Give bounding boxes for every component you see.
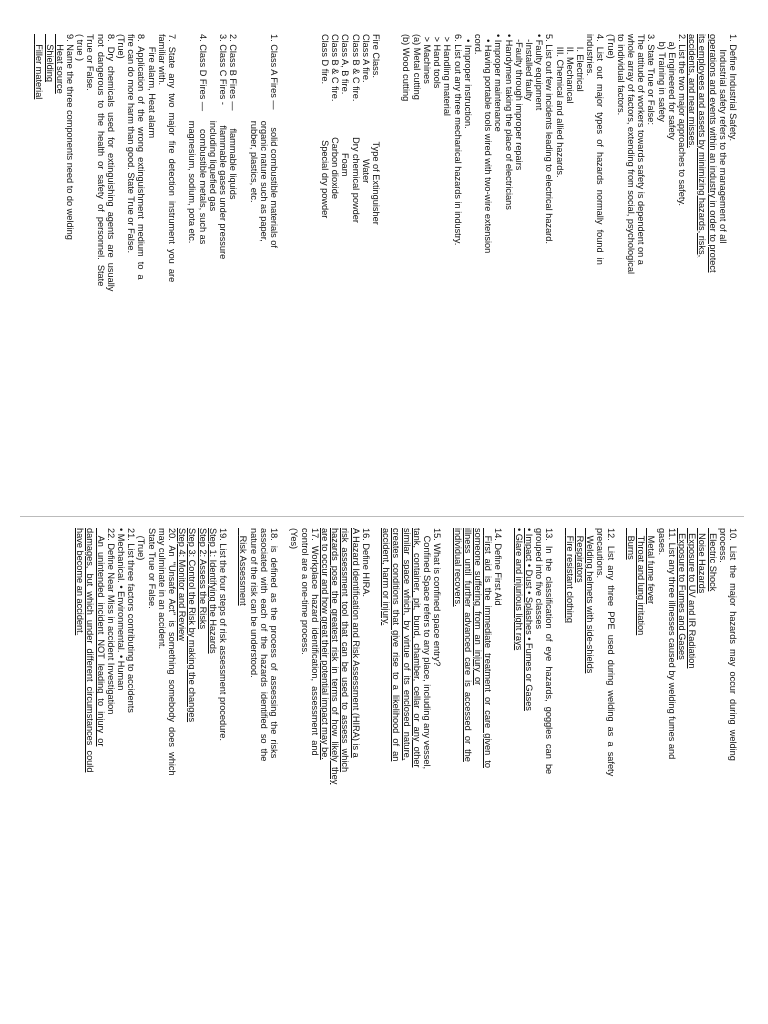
text-line: The attitude of workers towards safety is dependent on a bbox=[636, 34, 647, 265]
text-line: 5. List out few incidents leading to electrical hazard. bbox=[544, 34, 555, 244]
text-line: Fire resistant clothing bbox=[564, 528, 575, 623]
text-line: (a) Metal cutting bbox=[411, 34, 422, 100]
text-line: 10. List the major hazards may occur during welding bbox=[728, 528, 738, 761]
text-line bbox=[279, 528, 289, 1000]
text-line: illness until further advanced care is accessed or the bbox=[462, 528, 473, 762]
text-line: 2. List the two major approaches to safety. bbox=[676, 34, 687, 206]
text-line: Filler material bbox=[34, 34, 45, 100]
text-line: A Hazard Identification and Risk Assessment (HIRA) is a bbox=[350, 528, 361, 758]
text-line: 13. In the classification of eye hazards, goggles can be bbox=[544, 528, 555, 775]
text-line: are to occur and how great their potential impact may be. bbox=[319, 528, 330, 760]
text-line: grouped into five classes bbox=[534, 528, 545, 630]
text-line: including liquefied gas bbox=[207, 34, 218, 212]
text-line: Step 4: Monitor and Review bbox=[177, 528, 188, 641]
text-line: damages, but which under different circumstances could bbox=[85, 528, 96, 773]
text-line: (True) bbox=[136, 528, 147, 561]
text-line: (True) bbox=[605, 34, 616, 59]
text-line: b) Training in safety bbox=[656, 34, 667, 122]
text-line: Step 3: Control the Risk by making the changes bbox=[187, 528, 198, 723]
text-line: risk assessment tool that can be used to assess which bbox=[340, 528, 351, 773]
text-line bbox=[503, 528, 513, 1000]
text-line: • Improper instruction. bbox=[462, 34, 473, 129]
text-line bbox=[616, 528, 626, 1000]
text-line: whole array of factors, extending from social, psychological bbox=[625, 34, 636, 275]
text-line: similar space which, by virtue of its enclosed nature, bbox=[401, 528, 412, 761]
text-line: An unintended incident NOT leading to injury or bbox=[95, 528, 106, 747]
text-line: a) Engineered for safety bbox=[666, 34, 677, 140]
text-line: 7. State any two major fire detection instrument you are bbox=[166, 34, 177, 283]
text-line: 6. List out any three mechanical hazards in industry. bbox=[452, 34, 463, 246]
text-line: Class B & C fire. Dry chemical powder bbox=[350, 34, 361, 223]
text-line: Class B & C fire. Carbon dioxide bbox=[330, 34, 341, 199]
text-line bbox=[238, 34, 248, 506]
text-line: Industrial safety refers to the management of all bbox=[717, 34, 728, 244]
text-line: organic nature such as paper, bbox=[258, 34, 269, 242]
text-line: 2. Class B Fires — flammable liquids bbox=[228, 34, 239, 200]
text-line: Heat source bbox=[54, 34, 65, 94]
text-line: industries. bbox=[585, 34, 596, 76]
text-line: Shielding bbox=[44, 34, 55, 83]
text-line: 18. is defined as the process of assessing the risks bbox=[268, 528, 279, 759]
text-line bbox=[442, 528, 452, 1000]
text-line: not dangerous to the health or safety of personnel. State bbox=[95, 34, 106, 287]
text-line: Class A fire. Water bbox=[360, 34, 371, 184]
text-line: (True) bbox=[115, 34, 126, 59]
left-text-column bbox=[34, 34, 738, 506]
text-line: 9. Name the three components need to do welding bbox=[64, 34, 75, 240]
text-line: • Handymen taking the place of electricians bbox=[503, 34, 514, 210]
text-line: 4. Class D Fires — combustible metals, such as bbox=[197, 34, 208, 245]
text-line: Class A, B fire. Foam bbox=[340, 34, 351, 177]
text-line: Respirators bbox=[574, 528, 585, 583]
text-line: have become an accident. bbox=[75, 528, 86, 636]
text-line: magnesium, sodium, pota etc. bbox=[187, 34, 198, 244]
text-line: 1. Define Industrial Safety. bbox=[728, 34, 738, 142]
text-line: > Machines bbox=[421, 34, 432, 84]
text-line bbox=[289, 34, 299, 506]
text-line: I. Electrical bbox=[574, 34, 585, 92]
text-line: Step 1: Identifying the Hazards bbox=[207, 528, 218, 654]
text-line: > Handling material bbox=[442, 34, 453, 116]
text-line: 19. List the four steps of risk assessment procedure. bbox=[217, 528, 228, 741]
text-line: 3. State True or False: bbox=[646, 34, 657, 125]
text-line: State True or False. bbox=[146, 528, 157, 609]
text-line: Welding helmets with side-shields bbox=[585, 528, 596, 674]
text-line bbox=[381, 34, 391, 506]
text-line: tank, container, pit, bund, chamber, cellar or any other bbox=[411, 528, 422, 768]
text-line: Burns bbox=[625, 528, 636, 560]
text-line: Noise Hazards bbox=[697, 528, 708, 594]
text-line: Exposure to Fumes and Gases bbox=[676, 528, 687, 660]
text-line: True or False. bbox=[85, 34, 96, 91]
text-line bbox=[371, 528, 381, 1000]
text-line: 20. An "Unsafe Act" is something somebody does which bbox=[166, 528, 177, 776]
text-line bbox=[228, 528, 238, 1000]
text-line: 12. List any three PPE used during welding as a safety bbox=[605, 528, 616, 777]
text-line: Fire alarm, Heat alarm bbox=[146, 34, 157, 139]
text-line: Electric Shock bbox=[707, 528, 718, 592]
text-line: familiar with. bbox=[156, 34, 167, 86]
text-line: Class D fire. Special dry powder bbox=[319, 34, 330, 219]
text-line: nature of the risk can be understood. bbox=[248, 528, 259, 678]
text-line: 11. List any three illnesses caused by welding fumes and bbox=[666, 528, 677, 760]
column-divider bbox=[20, 516, 744, 517]
text-line: • Glare and injurious light rays bbox=[513, 528, 524, 651]
text-line: 14. Define First Aid bbox=[493, 528, 504, 606]
text-line: gases. bbox=[656, 528, 667, 556]
text-line bbox=[279, 34, 289, 506]
text-line: someone suffering from an injury or bbox=[472, 528, 483, 686]
text-line: accident, harm or injury. bbox=[381, 528, 392, 626]
text-line: Risk Assessment bbox=[238, 528, 249, 606]
text-line: 17. Workplace hazard identification, assessment and bbox=[309, 528, 320, 756]
text-line: 8. Dry chemicals used for extinguishing agents are usually bbox=[105, 34, 116, 292]
text-line: • Improper maintenance bbox=[493, 34, 504, 132]
text-line: fire can do more harm than good. State True or False. bbox=[126, 34, 137, 254]
text-line: to individual factors. bbox=[615, 34, 626, 116]
text-line: First aid is the immediate treatment or care given to bbox=[483, 528, 494, 769]
text-line: 22. Define Near Miss in accident Investigation bbox=[105, 528, 116, 715]
text-line: 1. Class A Fires — solid combustible materials of bbox=[268, 34, 279, 248]
right-text-column bbox=[75, 528, 738, 1000]
text-line: associated with each of the hazards identified so the bbox=[258, 528, 269, 762]
text-line: rubber, plastics, etc. bbox=[248, 34, 259, 203]
text-line: ( true ) bbox=[75, 34, 86, 62]
text-line bbox=[554, 528, 564, 1000]
text-line: II. Mechanical bbox=[564, 34, 575, 104]
text-line: • Impact • Dust • Splashes • Fumes or Gases bbox=[523, 528, 534, 711]
text-line: -Installed faulty bbox=[523, 34, 534, 101]
text-line: • Having portable tools wired with two-wire extension bbox=[483, 34, 494, 254]
text-line: Confined Space refers to any place, including any vessel, bbox=[421, 528, 432, 770]
text-line: individual recovers. bbox=[452, 528, 463, 607]
text-line: Metal fume fever bbox=[646, 528, 657, 605]
text-line: precautions. bbox=[595, 528, 606, 579]
text-line: its employees and assets by minimizing hazards, risks, bbox=[697, 34, 708, 258]
text-line bbox=[177, 34, 187, 506]
text-line: 4. List out major types of hazards normally found in bbox=[595, 34, 606, 265]
text-line bbox=[391, 34, 401, 506]
text-line: 15. What is confined space entry? bbox=[432, 528, 443, 667]
text-line: hazards pose the greatest risk in terms of how likely they bbox=[330, 528, 341, 785]
text-line: 16. Define HIRA. bbox=[360, 528, 371, 597]
text-line: -Faulty through improper repairs bbox=[513, 34, 524, 171]
text-line: > Hand tools bbox=[432, 34, 443, 89]
text-line: Exposure to UV and IR Radiation bbox=[687, 528, 698, 669]
text-line: control are a one-time process. bbox=[299, 528, 310, 655]
text-line: 21. List three factors contributing to accidents bbox=[126, 528, 137, 713]
text-line bbox=[299, 34, 309, 506]
text-line: • Mechanical. • Environmental. • Human bbox=[115, 528, 126, 691]
text-line: may culminate in an accident. bbox=[156, 528, 167, 650]
text-line: (Yes) bbox=[289, 528, 300, 550]
text-line: • Faulty equipment bbox=[534, 34, 545, 111]
text-line: III. Chemical and allied hazards. bbox=[554, 34, 565, 178]
text-line: Step 2: Assess the Risks bbox=[197, 528, 208, 630]
text-line: 3. Class C Fires - flammable gases under pressure bbox=[217, 34, 228, 260]
text-line: (b) Wood cutting bbox=[401, 34, 412, 102]
text-line: Throat and lung irritation bbox=[636, 528, 647, 636]
text-line bbox=[310, 34, 320, 506]
text-line: operations and events within an industry in order to protect bbox=[707, 34, 718, 273]
text-line: Fire Class. Type of Extinguisher bbox=[370, 34, 381, 225]
text-line: 8. Application of the wrong extinguishment medium to a bbox=[136, 34, 147, 280]
text-line: process. bbox=[717, 528, 728, 563]
text-line: cord. bbox=[472, 34, 483, 55]
text-line: accidents, and near misses. bbox=[687, 34, 698, 148]
text-line: creates conditions that give rise to a likelihood of an bbox=[391, 528, 402, 762]
